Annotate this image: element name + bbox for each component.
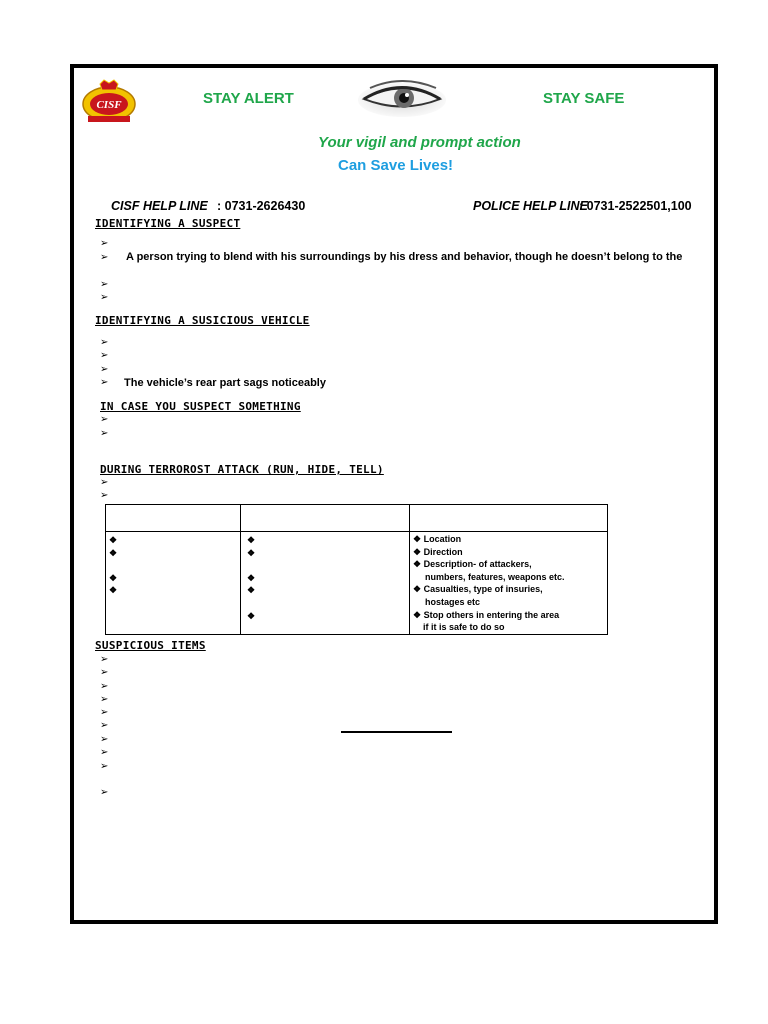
arrow-bullet-icon: ➢ <box>100 279 109 290</box>
arrow-bullet-icon: ➢ <box>100 707 109 718</box>
table-header-cell <box>241 505 410 532</box>
diamond-bullet-icon: ❖ <box>413 609 422 620</box>
arrow-bullet-icon: ➢ <box>100 377 109 388</box>
arrow-bullet-icon: ➢ <box>100 787 109 798</box>
table-header-cell <box>106 505 241 532</box>
tagline-line2: Can Save Lives! <box>338 157 454 174</box>
tagline-line1: Your vigil and prompt action <box>318 134 521 151</box>
diamond-bullet-icon: ❖ <box>247 535 256 545</box>
diamond-bullet-icon: ❖ <box>413 559 422 570</box>
suspect-item-text: A person trying to blend with his surroundings by his dress and behavior, though he doesn’t belong to the <box>126 251 683 263</box>
arrow-bullet-icon: ➢ <box>100 694 109 705</box>
tell-item: Stop others in entering the area <box>423 609 560 620</box>
arrow-bullet-icon: ➢ <box>100 238 109 249</box>
cisf-helpline-label: CISF HELP LINE <box>111 199 208 213</box>
arrow-bullet-icon: ➢ <box>100 681 109 692</box>
section-title-suspect-something: IN CASE YOU SUSPECT SOMETHING <box>100 400 301 413</box>
arrow-bullet-icon: ➢ <box>100 490 109 501</box>
arrow-bullet-icon: ➢ <box>100 761 109 772</box>
arrow-bullet-icon: ➢ <box>100 734 109 745</box>
diamond-bullet-icon: ❖ <box>247 610 256 621</box>
tell-cell <box>410 532 608 635</box>
tell-item: Direction <box>423 546 463 557</box>
tell-item: hostages etc <box>425 596 481 607</box>
police-helpline-label: POLICE HELP LINE <box>473 199 588 213</box>
tell-item: Casualties, type of insuries, <box>423 584 543 595</box>
horizontal-rule <box>341 731 452 733</box>
stay-safe-heading: STAY SAFE <box>543 90 625 107</box>
section-title-vehicle: IDENTIFYING A SUSICIOUS VEHICLE <box>95 314 310 327</box>
diamond-bullet-icon: ❖ <box>413 546 422 557</box>
diamond-bullet-icon: ❖ <box>109 547 118 558</box>
tell-item: Description- of attackers, <box>423 559 532 570</box>
section-title-suspect: IDENTIFYING A SUSPECT <box>95 217 241 230</box>
arrow-bullet-icon: ➢ <box>100 428 109 439</box>
hide-cell <box>241 532 410 635</box>
arrow-bullet-icon: ➢ <box>100 364 109 375</box>
table-row <box>106 532 608 635</box>
page-border <box>70 64 718 924</box>
table-header-row <box>106 505 608 532</box>
arrow-bullet-icon: ➢ <box>100 667 109 678</box>
tell-item: if it is safe to do so <box>423 622 505 633</box>
cisf-logo <box>80 78 138 124</box>
diamond-bullet-icon: ❖ <box>109 572 118 583</box>
arrow-bullet-icon: ➢ <box>100 477 109 488</box>
diamond-bullet-icon: ❖ <box>413 584 422 595</box>
arrow-bullet-icon: ➢ <box>100 337 109 348</box>
diamond-bullet-icon: ❖ <box>413 534 422 544</box>
tell-item: Location <box>423 534 462 544</box>
table-header-cell <box>410 505 608 532</box>
logo-text: CISF <box>96 99 122 111</box>
arrow-bullet-icon: ➢ <box>100 414 109 425</box>
run-cell <box>106 532 241 635</box>
section-title-items: SUSPICIOUS ITEMS <box>95 639 206 652</box>
arrow-bullet-icon: ➢ <box>100 654 109 665</box>
stay-alert-heading: STAY ALERT <box>203 90 294 107</box>
diamond-bullet-icon: ❖ <box>247 547 256 558</box>
tell-item: numbers, features, weapons etc. <box>425 571 565 582</box>
diamond-bullet-icon: ❖ <box>247 572 256 583</box>
run-hide-tell-table <box>105 504 608 635</box>
eye-icon <box>356 80 448 120</box>
arrow-bullet-icon: ➢ <box>100 252 109 263</box>
arrow-bullet-icon: ➢ <box>100 747 109 758</box>
cisf-helpline-number: : 0731-2626430 <box>217 199 306 213</box>
arrow-bullet-icon: ➢ <box>100 292 109 303</box>
arrow-bullet-icon: ➢ <box>100 350 109 361</box>
diamond-bullet-icon: ❖ <box>109 585 118 596</box>
vehicle-item-text: The vehicle’s rear part sags noticeably <box>124 377 326 389</box>
section-title-attack: DURING TERROROST ATTACK (RUN, HIDE, TELL) <box>100 463 384 476</box>
arrow-bullet-icon: ➢ <box>100 720 109 731</box>
police-helpline-number: : 0731-2522501,100 <box>579 199 692 213</box>
diamond-bullet-icon: ❖ <box>247 585 256 596</box>
diamond-bullet-icon: ❖ <box>109 535 118 545</box>
